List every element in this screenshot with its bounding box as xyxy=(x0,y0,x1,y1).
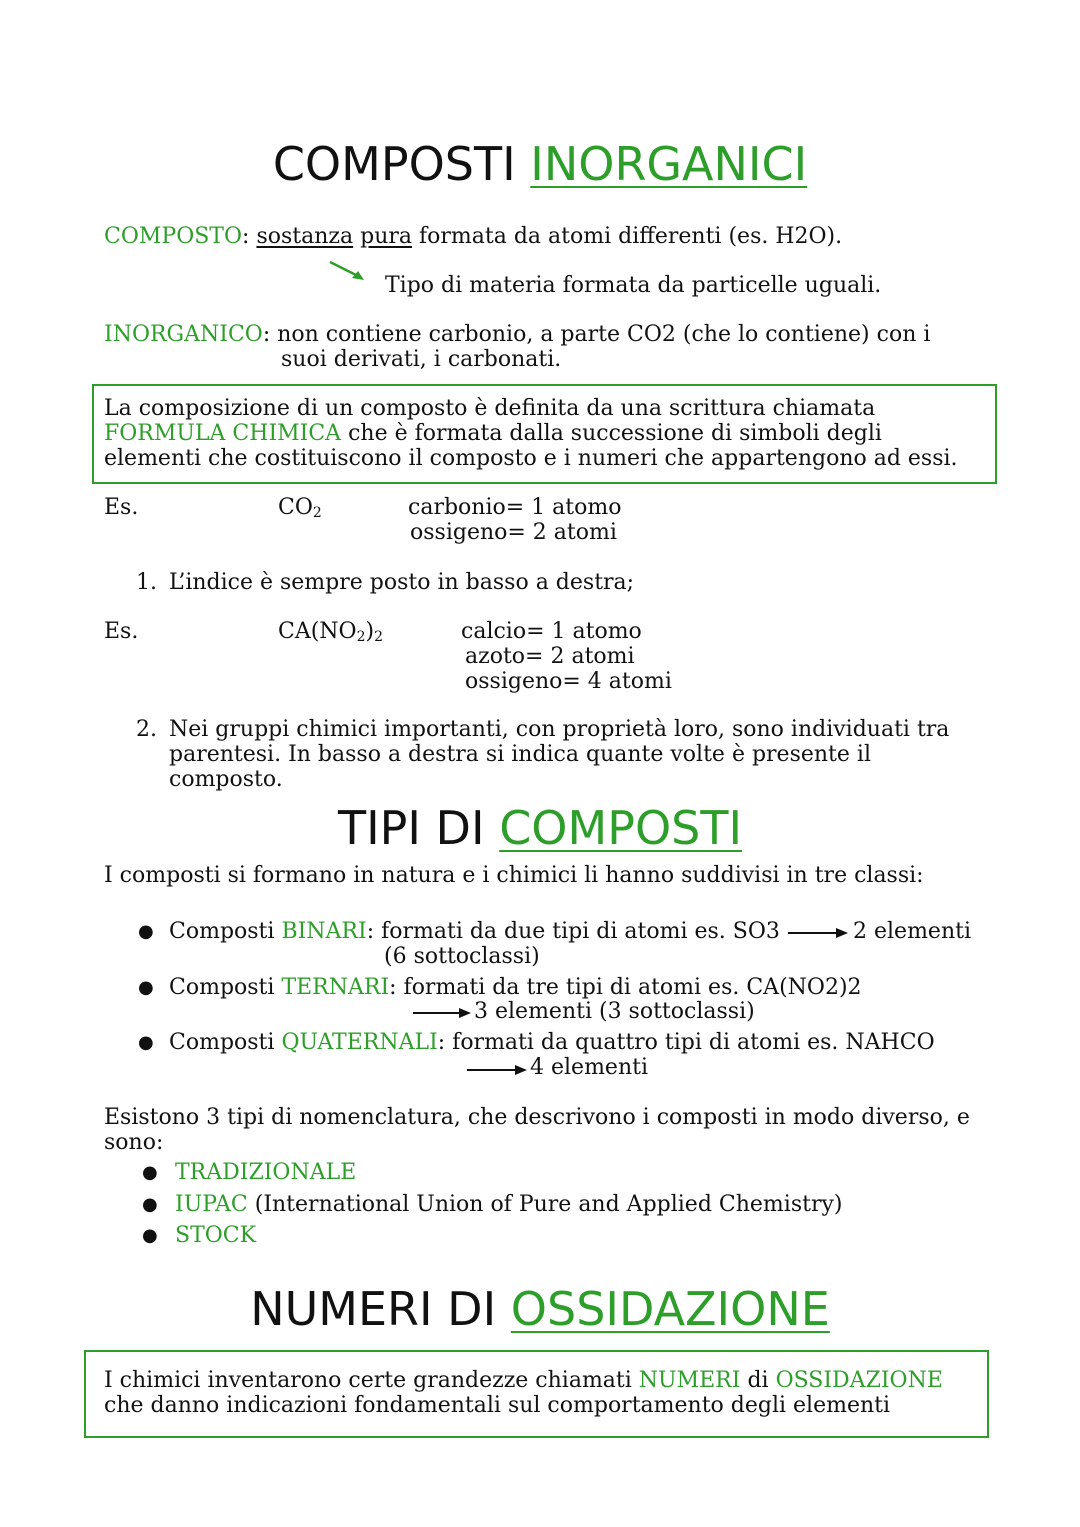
right-arrow-icon xyxy=(788,925,850,941)
formula-subscript-1: 2 xyxy=(356,629,366,645)
binari-line2: (6 sottoclassi) xyxy=(384,944,540,969)
definition-inorganico xyxy=(104,322,930,347)
bullet-dot: ● xyxy=(138,977,154,998)
binari-tail: 2 elementi xyxy=(853,919,971,944)
example1-carbonio: carbonio= 1 atomo xyxy=(408,495,622,520)
ternari-line2: 3 elementi (3 sottoclassi) xyxy=(474,999,755,1024)
nomenclatura-stock xyxy=(175,1223,256,1248)
heading-numeri-di-ossidazione xyxy=(0,1281,1080,1337)
underlined-sostanza: sostanza xyxy=(256,224,354,249)
bullet-dot: ● xyxy=(142,1194,158,1215)
term-iupac: IUPAC xyxy=(175,1192,248,1217)
term-stock: STOCK xyxy=(175,1223,257,1248)
box-line1: La composizione di un composto è definita da una scrittura chiamata xyxy=(104,396,876,421)
arrow-note: Tipo di materia formata da particelle uguali. xyxy=(385,273,882,298)
rule1-number: 1. xyxy=(136,570,157,595)
term-formula-chimica: FORMULA CHIMICA xyxy=(104,421,342,446)
nomenclatura-line2: sono: xyxy=(104,1130,164,1155)
example1-formula xyxy=(278,495,322,520)
underlined-pura: pura xyxy=(360,224,412,249)
item-pre: Composti xyxy=(169,919,275,944)
item-rest: : formati da quattro tipi di atomi es. NAHCO xyxy=(437,1030,935,1055)
quaternali-line2: 4 elementi xyxy=(530,1055,648,1080)
iupac-expansion: (International Union of Pure and Applied Chemistry) xyxy=(247,1192,843,1217)
heading-green-part: COMPOSTI xyxy=(499,801,743,855)
term-inorganico: INORGANICO xyxy=(104,322,263,347)
ossidazione-line1 xyxy=(104,1368,943,1393)
list-item-ternari xyxy=(169,975,862,1000)
heading-black-part: NUMERI DI xyxy=(250,1282,497,1336)
term-composto: COMPOSTO xyxy=(104,224,243,249)
tipi-intro: I composti si formano in natura e i chimici li hanno suddivisi in tre classi: xyxy=(104,863,924,888)
formula-subscript: 2 xyxy=(312,505,322,521)
box-line2 xyxy=(104,421,882,446)
definition-rest: formata da atomi differenti (es. H2O). xyxy=(419,224,843,249)
nomenclatura-tradizionale xyxy=(175,1160,356,1185)
example2-azoto: azoto= 2 atomi xyxy=(465,644,635,669)
example2-ossigeno: ossigeno= 4 atomi xyxy=(465,669,672,694)
bullet-dot: ● xyxy=(138,1032,154,1053)
bullet-dot: ● xyxy=(138,921,154,942)
item-rest: : formati da due tipi di atomi es. SO3 xyxy=(366,919,780,944)
heading-composti-inorganici xyxy=(0,136,1080,192)
diagonal-arrow-icon xyxy=(328,258,368,284)
rule2-number: 2. xyxy=(136,717,157,742)
example2-formula xyxy=(278,619,383,644)
item-pre: Composti xyxy=(169,975,275,1000)
inorganico-line2: suoi derivati, i carbonati. xyxy=(281,347,562,372)
example2-calcio: calcio= 1 atomo xyxy=(461,619,642,644)
item-rest: : formati da tre tipi di atomi es. CA(NO2)2 xyxy=(389,975,862,1000)
heading-black-part: COMPOSTI xyxy=(272,137,516,191)
formula-paren: ) xyxy=(365,619,375,644)
formula-subscript-2: 2 xyxy=(374,629,384,645)
term-ternari: TERNARI xyxy=(281,975,390,1000)
box-mid: di xyxy=(747,1368,769,1393)
rule2-line3: composto. xyxy=(169,767,283,792)
right-arrow-icon xyxy=(413,1005,473,1021)
box-line3: elementi che costituiscono il composto e i numeri che appartengono ad essi. xyxy=(104,446,958,471)
example1-label: Es. xyxy=(104,495,139,520)
colon: : xyxy=(242,224,250,249)
formula-co: CO xyxy=(278,495,313,520)
heading-green-part: INORGANICI xyxy=(530,137,808,191)
term-ossidazione: OSSIDAZIONE xyxy=(775,1368,943,1393)
item-pre: Composti xyxy=(169,1030,275,1055)
inorganico-line1: : non contiene carbonio, a parte CO2 (che lo contiene) con i xyxy=(262,322,931,347)
rule1-text: L’indice è sempre posto in basso a destra; xyxy=(169,570,635,595)
rule2-line2: parentesi. In basso a destra si indica quante volte è presente il xyxy=(169,742,871,767)
list-item-quaternali xyxy=(169,1030,935,1055)
list-item-binari xyxy=(169,919,780,944)
term-binari: BINARI xyxy=(281,919,367,944)
example2-label: Es. xyxy=(104,619,139,644)
nomenclatura-iupac xyxy=(175,1192,842,1217)
example1-ossigeno: ossigeno= 2 atomi xyxy=(410,520,617,545)
term-numeri: NUMERI xyxy=(638,1368,741,1393)
heading-tipi-di-composti xyxy=(0,800,1080,856)
heading-green-part: OSSIDAZIONE xyxy=(510,1282,830,1336)
bullet-dot: ● xyxy=(142,1225,158,1246)
rule2-line1: Nei gruppi chimici importanti, con proprietà loro, sono individuati tra xyxy=(169,717,950,742)
term-tradizionale: TRADIZIONALE xyxy=(175,1160,357,1185)
heading-black-part: TIPI DI xyxy=(337,801,485,855)
box-line2-rest: che è formata dalla successione di simboli degli xyxy=(348,421,882,446)
bullet-dot: ● xyxy=(142,1162,158,1183)
ossidazione-line2: che danno indicazioni fondamentali sul comportamento degli elementi xyxy=(104,1393,891,1418)
formula-ca-no: CA(NO xyxy=(278,619,357,644)
definition-composto xyxy=(104,224,842,249)
box-pre: I chimici inventarono certe grandezze chiamati xyxy=(104,1368,632,1393)
right-arrow-icon xyxy=(467,1062,529,1078)
term-quaternali: QUATERNALI xyxy=(281,1030,438,1055)
nomenclatura-line1: Esistono 3 tipi di nomenclatura, che descrivono i composti in modo diverso, e xyxy=(104,1105,970,1130)
